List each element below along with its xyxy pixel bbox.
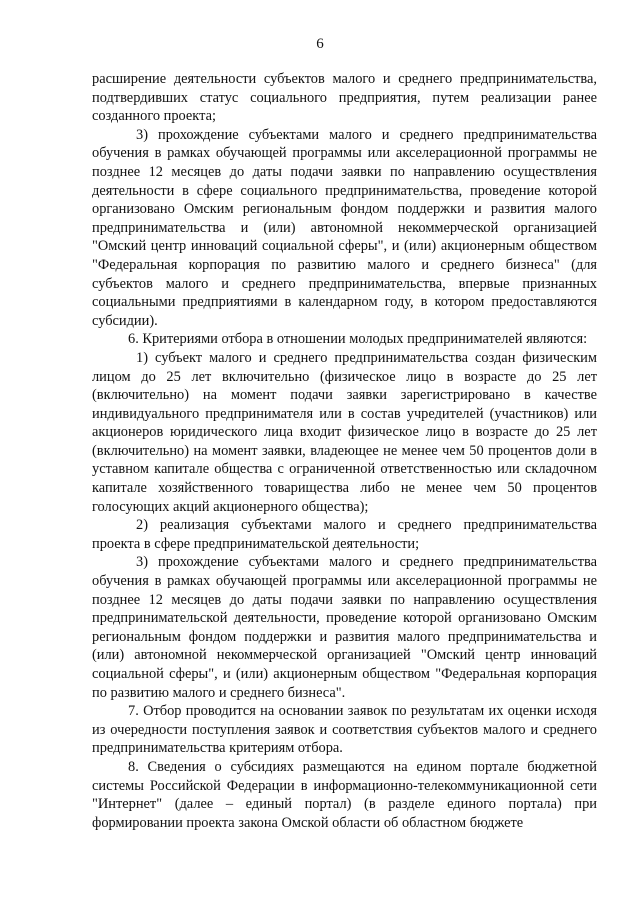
paragraph-continuation: расширение деятельности субъектов малого и среднего предпринимательства, подтвердивших статус социального предприятия, путем реализации ранее созданного проекта; <box>92 71 597 125</box>
paragraph-item-2-young: 2) реализация субъектами малого и среднего предпринимательства проекта в сфере предпринимательской деятельности; <box>92 517 597 552</box>
page-number: 6 <box>316 36 324 52</box>
paragraph-section-7: 7. Отбор проводится на основании заявок по результатам их оценки исходя из очередности поступления заявок и соответствия субъектов малого и среднего предпринимательства критериям отбора. <box>92 703 597 757</box>
paragraph-item-3-social: 3) прохождение субъектами малого и среднего предпринимательства обучения в рамках обучающей программы или акселерационной программы не позднее 12 месяцев до даты подачи заявки по направлению осуществления деятельности в сфере социального предпринимательства, проведение которой организовано Омским региональным фондом поддержки и развития малого предпринимательства и (или) автономной некоммерческой организацией "Омский центр инноваций социальной сферы", и (или) акционерным обществом "Федеральная корпорация по развитию малого и среднего бизнеса" (для субъектов малого и среднего предпринимательства, впервые признанных социальными предприятиями в календарном году, в котором предоставляются субсидии). <box>92 126 597 329</box>
document-body <box>92 70 597 832</box>
paragraph-item-1-young: 1) субъект малого и среднего предпринимательства создан физическим лицом до 25 лет включительно (физическое лицо в возрасте до 25 лет (включительно) на момент подачи заявки зарегистрировано в качестве индивидуального предпринимателя или в состав учредителей (участников) или акционеров юридического лица входит физическое лицо в возрасте до 25 лет (включительно) на момент заявки, владеющее не менее чем 50 процентов доли в уставном капитале общества с ограниченной ответственностью или складочном капитале хозяйственного товарищества либо не менее чем 50 процентов голосующих акций акционерного общества); <box>92 349 597 515</box>
paragraph-section-8: 8. Сведения о субсидиях размещаются на едином портале бюджетной системы Российской Федерации в информационно-телекоммуникационной сети "Интернет" (далее – единый портал) (в разделе единого портала) при формировании проекта закона Омской области об областном бюджете <box>92 758 597 831</box>
paragraph-item-3-young: 3) прохождение субъектами малого и среднего предпринимательства обучения в рамках обучающей программы или акселерационной программы не позднее 12 месяцев до даты подачи заявки по направлению осуществления предпринимательской деятельности, проведение которой организовано Омским региональным фондом поддержки и развития малого предпринимательства и (или) автономной некоммерческой организацией "Омский центр инноваций социальной сферы", и (или) акционерным обществом "Федеральная корпорация по развитию малого и среднего бизнеса". <box>92 554 597 701</box>
paragraph-section-6: 6. Критериями отбора в отношении молодых предпринимателей являются: <box>128 331 588 348</box>
